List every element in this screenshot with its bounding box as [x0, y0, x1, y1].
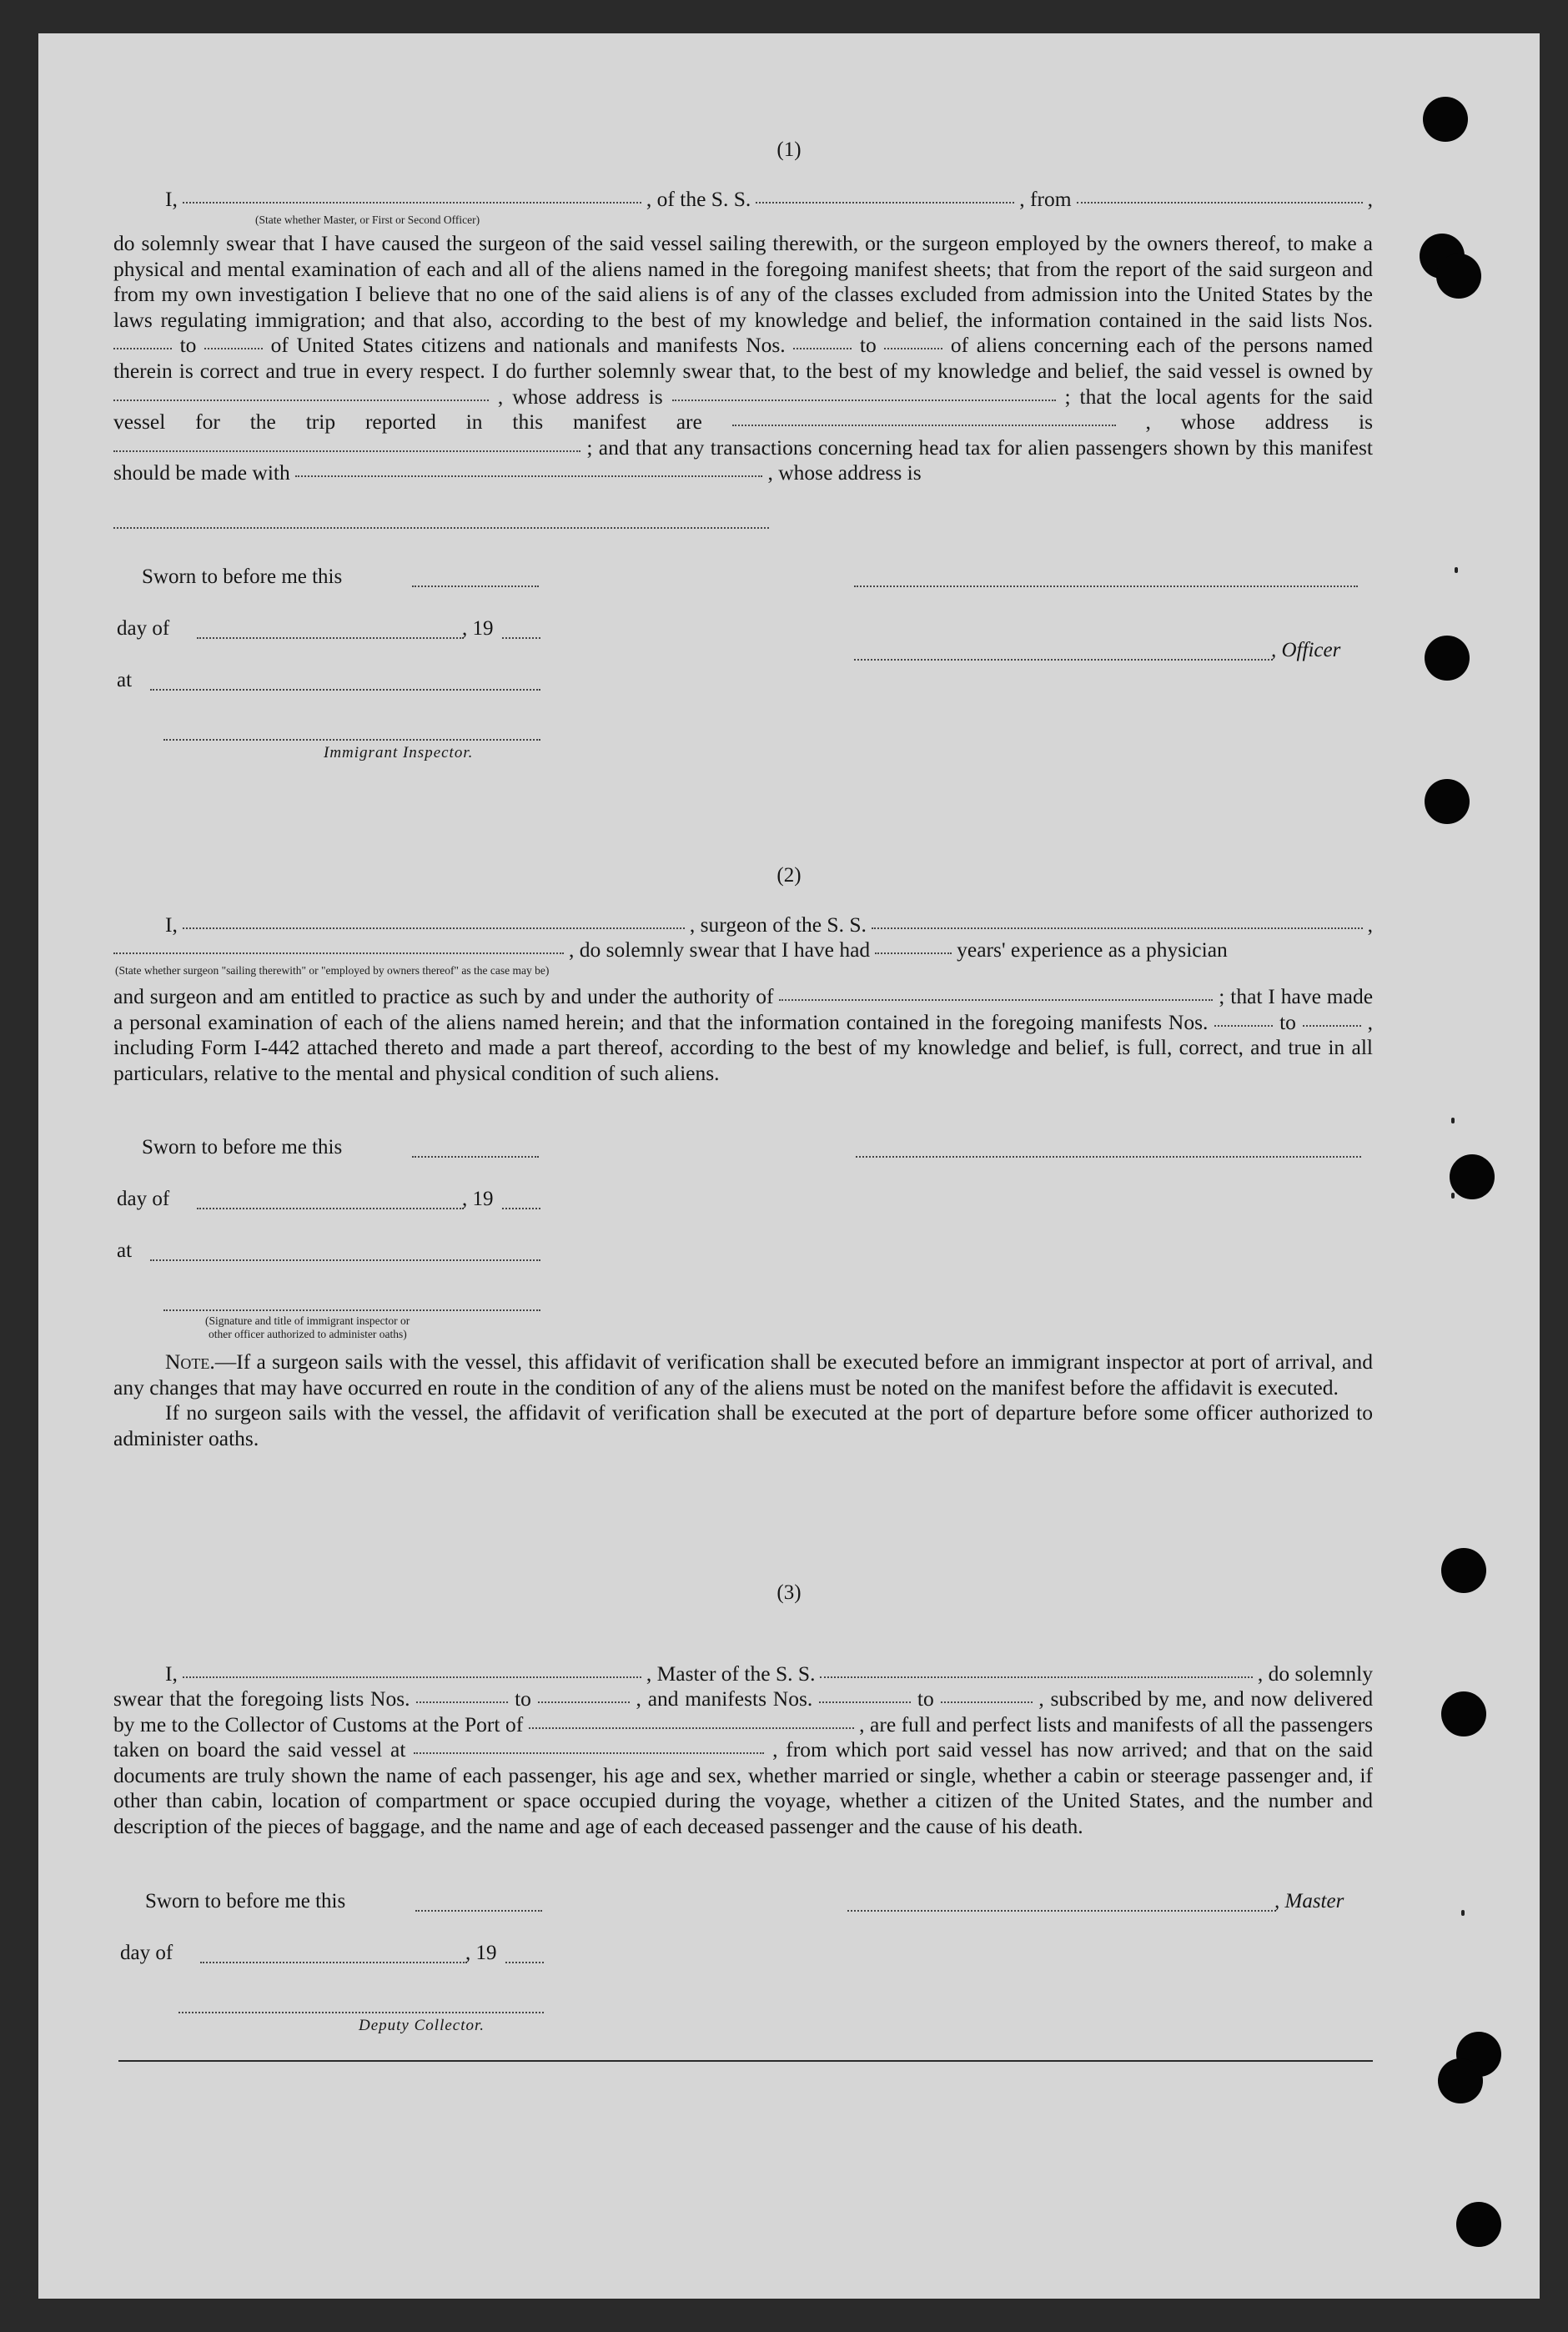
oath-text: , subscribed by me, and now delivered by me to the Collector of Customs at the Port of — [113, 1686, 1374, 1736]
oath-text: , from which port said vessel has now arrived; and that on the said documents are truly shown the name of each passenger, his age and sex, whether married or single, whether a cabin or steerage passenger and, if other than cabin, location of compartment or space occupied during the voyage, whether a citizen of the United States, and the number and description of the pieces of baggage, and the name and age of each deceased passenger and the cause of his death. — [113, 1737, 1374, 1838]
witness-note-2: other officer authorized to administer oaths) — [209, 1328, 407, 1340]
inspector-signature-field[interactable] — [163, 739, 540, 741]
head-tax-contact-field[interactable] — [295, 475, 762, 477]
sworn-date-field[interactable] — [412, 1156, 539, 1158]
paper-speck — [1455, 567, 1458, 573]
ship-name-field[interactable] — [872, 927, 1363, 929]
manifests-to-field[interactable] — [884, 348, 942, 349]
note-paragraph-2: If no surgeon sails with the vessel, the affidavit of verification shall be executed at the port of departure before some officer authorized to administer oaths. — [113, 1400, 1373, 1450]
oath-text: and surgeon and am entitled to practice as such by and under the authority of — [113, 984, 774, 1008]
surgeon-of-label: , surgeon of the S. S. — [689, 912, 867, 937]
to-label: to — [179, 333, 197, 358]
day-of-label: day of — [117, 617, 170, 640]
oath-text: ; that I have made a personal examination of each of the aliens named herein; and that the information contained in the foregoing manifests Nos. — [113, 984, 1374, 1034]
section-3-oath-line — [113, 1661, 1373, 1686]
oath-text: , and manifests Nos. — [636, 1686, 813, 1711]
inspector-label: Immigrant Inspector. — [324, 744, 474, 761]
oath-text: do solemnly swear that I have caused the surgeon of the said vessel sailing therewith, or the surgeon employed by the owners thereof, to make a physical and mental examination of each and all of the aliens named in the foregoing manifest sheets; that from the report of the said surgeon and from my own investigation I believe that no one of the said aliens is of any of the classes excluded from admission into the United States by the laws regulating immigration; and that also, according to the best of my knowledge and belief, the information contained in the said lists Nos. — [113, 231, 1373, 332]
bottom-rule — [118, 2060, 1373, 2062]
at-label: at — [117, 669, 133, 691]
lists-to-field[interactable] — [204, 348, 263, 349]
year-field[interactable] — [502, 1208, 540, 1209]
section-3-number: (3) — [776, 1581, 802, 1604]
witness-signature-field[interactable] — [163, 1309, 540, 1311]
punch-hole — [1425, 779, 1470, 824]
document-page — [38, 33, 1540, 2299]
place-field[interactable] — [150, 1259, 540, 1261]
witness-note-1: (Signature and title of immigrant inspector or — [205, 1314, 410, 1327]
oath-i: I, — [165, 1661, 178, 1686]
local-agents-field[interactable] — [732, 425, 1116, 426]
comma: , — [1367, 912, 1373, 937]
sworn-label: Sworn to before me this — [142, 565, 343, 588]
paper-speck — [1451, 1193, 1455, 1199]
departure-port-field[interactable] — [414, 1752, 764, 1754]
day-of-label: day of — [120, 1942, 173, 1964]
oath-text: , whose address is — [497, 384, 663, 409]
years-experience-field[interactable] — [875, 952, 952, 954]
punch-hole — [1423, 97, 1468, 142]
solemnly-label: , do solemnly swear that I have had — [569, 937, 871, 962]
ship-name-field[interactable] — [756, 202, 1014, 204]
section-2-paragraph — [113, 984, 1373, 1086]
authority-field[interactable] — [779, 999, 1213, 1001]
owner-address-field[interactable] — [672, 400, 1056, 401]
lists-from-field[interactable] — [416, 1701, 508, 1703]
officer-title-field[interactable] — [854, 659, 1273, 661]
month-field[interactable] — [200, 1962, 467, 1963]
manifests-from-field[interactable] — [819, 1701, 911, 1703]
years-label: years' experience as a physician — [957, 937, 1228, 962]
day-of-label: day of — [117, 1188, 170, 1210]
of-ss-label: , of the S. S. — [646, 187, 751, 211]
year-field[interactable] — [505, 1962, 544, 1963]
note-label: Note. — [165, 1349, 215, 1374]
note-text: —If a surgeon sails with the vessel, this affidavit of verification shall be executed before an immigrant inspector at port of arrival, and any changes that may have occurred en route in the condition of any of the aliens must be noted on the manifest before the affidavit is executed. — [113, 1349, 1373, 1400]
punch-hole — [1456, 2202, 1501, 2247]
oath-text: ; and that any transactions concerning head tax for alien passengers shown by this manifest should be made with — [113, 435, 1374, 485]
surgeon-name-field[interactable] — [183, 927, 685, 929]
master-of-label: , Master of the S. S. — [646, 1661, 816, 1686]
punch-hole — [1436, 254, 1481, 299]
oath-text: , whose address is — [767, 460, 922, 485]
year-label: , 19 — [465, 1942, 497, 1964]
surgeon-signature-field[interactable] — [856, 1156, 1361, 1158]
section-1-number: (1) — [776, 138, 802, 161]
master-name-field[interactable] — [183, 1676, 641, 1678]
section-3-paragraph — [113, 1686, 1373, 1840]
manifests-to-field[interactable] — [941, 1701, 1033, 1703]
sworn-label: Sworn to before me this — [142, 1136, 343, 1158]
year-label: , 19 — [462, 1188, 494, 1210]
punch-hole — [1441, 1691, 1486, 1736]
agents-address-field[interactable] — [113, 450, 580, 452]
sworn-date-field[interactable] — [412, 586, 539, 587]
from-label: , from — [1019, 187, 1072, 211]
oath-text: of United States citizens and nationals and manifests Nos. — [270, 333, 786, 358]
arrival-port-field[interactable] — [529, 1727, 854, 1729]
oath-i: I, — [165, 912, 178, 937]
to-label: to — [917, 1686, 934, 1711]
officer-signature-field[interactable] — [854, 586, 1358, 587]
month-field[interactable] — [197, 637, 464, 639]
place-field[interactable] — [150, 689, 540, 691]
oath-text: of aliens concerning each of the persons named therein is correct and true in every respect. I do further solemnly swear that, to the best of my knowledge and belief, the said vessel is owned by — [113, 333, 1374, 383]
to-label: to — [515, 1686, 531, 1711]
sworn-label: Sworn to before me this — [145, 1890, 346, 1912]
lists-to-field[interactable] — [538, 1701, 630, 1703]
punch-hole — [1425, 636, 1470, 681]
section-2-number: (2) — [776, 864, 802, 887]
section-1-paragraph — [113, 231, 1373, 486]
year-label: , 19 — [462, 617, 494, 640]
head-tax-address-field[interactable] — [113, 527, 769, 529]
year-field[interactable] — [502, 637, 540, 639]
section-1-oath-line — [113, 187, 1373, 212]
section-2-oath-line — [113, 912, 1373, 937]
oath-text: ; that the local agents for the said vessel for the trip reported in this manifest are — [113, 384, 1374, 435]
deputy-label: Deputy Collector. — [359, 2017, 485, 2034]
officer-name-field[interactable] — [183, 202, 641, 204]
to-label: to — [859, 333, 877, 358]
owner-field[interactable] — [113, 400, 489, 401]
oath-text: , including Form I-442 attached thereto and made a part thereof, according to the best of my knowledge and belief, is full, correct, and true in all particulars, relative to the mental and physical condition of such aliens. — [113, 1009, 1373, 1085]
oath-i: I, — [165, 187, 178, 211]
paper-speck — [1461, 1910, 1465, 1916]
paper-speck — [1451, 1118, 1455, 1123]
surgeon-status-field[interactable] — [113, 952, 564, 954]
surgeon-status-note: (State whether surgeon "sailing therewith" or "employed by owners thereof" as the case may be) — [115, 964, 550, 977]
punch-hole — [1450, 1154, 1495, 1199]
at-label: at — [117, 1239, 133, 1262]
comma: , — [1367, 187, 1373, 211]
punch-hole — [1438, 2058, 1483, 2103]
oath-text: swear that the foregoing lists Nos. — [113, 1686, 410, 1711]
from-port-field[interactable] — [1077, 202, 1363, 204]
lists-from-field[interactable] — [113, 348, 172, 349]
do-solemnly-label: , do solemnly — [1257, 1661, 1373, 1686]
section-2-line-2 — [113, 937, 1373, 962]
month-field[interactable] — [197, 1208, 464, 1209]
manifests-from-field[interactable] — [793, 348, 852, 349]
note-block — [113, 1349, 1373, 1451]
manifests-from-field[interactable] — [1214, 1025, 1273, 1027]
oath-text: , are full and perfect lists and manifests of all the passengers taken on board the said vessel at — [113, 1711, 1373, 1762]
sworn-date-field[interactable] — [415, 1910, 542, 1912]
ship-name-field[interactable] — [820, 1676, 1252, 1678]
master-signature-field[interactable] — [847, 1910, 1276, 1912]
officer-label: , Officer — [1271, 639, 1341, 661]
oath-text: , whose address is — [1145, 410, 1374, 435]
master-officer-note: (State whether Master, or First or Second Officer) — [255, 214, 480, 226]
to-label: to — [1279, 1009, 1296, 1034]
manifests-to-field[interactable] — [1303, 1025, 1361, 1027]
deputy-signature-field[interactable] — [178, 2012, 544, 2013]
master-label: , Master — [1274, 1890, 1344, 1912]
